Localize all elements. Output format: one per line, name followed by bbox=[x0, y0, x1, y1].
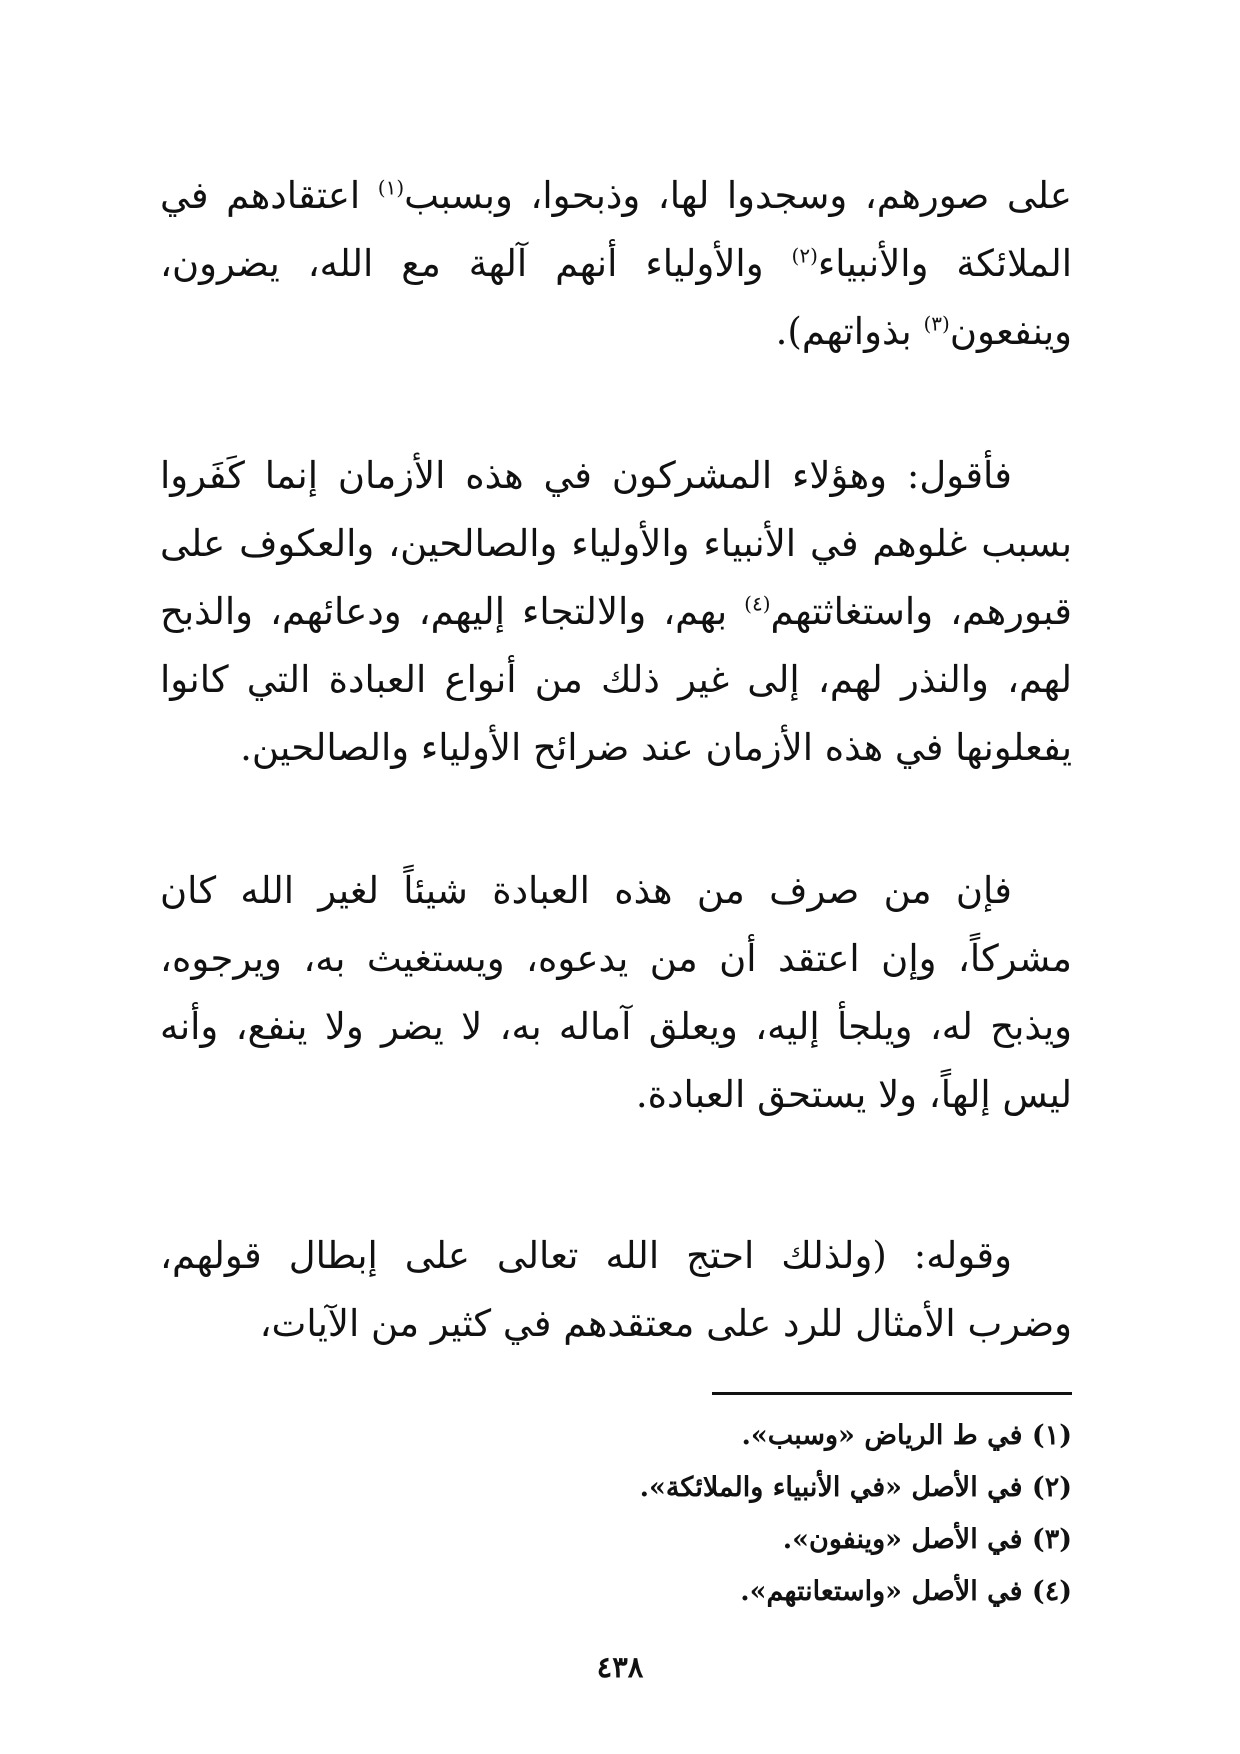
paragraph bbox=[160, 442, 1072, 782]
text-run: اعتقادهم في الملائكة والأنبياء bbox=[160, 174, 1072, 285]
body-text-block-4 bbox=[160, 1222, 1072, 1358]
footnote-3: (٣) في الأصل «وينفون». bbox=[782, 1524, 1072, 1555]
text-run: على صورهم، وسجدوا لها، وذبحوا، وبسبب bbox=[404, 174, 1072, 217]
text-run: والأولياء أنهم آلهة مع الله، يضرون، وينفعون bbox=[160, 242, 1072, 353]
footnote-4: (٤) في الأصل «واستعانتهم». bbox=[740, 1576, 1072, 1607]
text-run: فأقول: وهؤلاء المشركون في هذه الأزمان إنما كَفَروا بسبب غلوهم في الأنبياء والأولياء والصالحين، والعكوف على قبورهم، واستغاثتهم bbox=[160, 454, 1072, 633]
footnote-marker-3: (٣) bbox=[923, 311, 950, 336]
body-text-block-2 bbox=[160, 442, 1072, 782]
text-run: بهم، والالتجاء إليهم، ودعائهم، والذبح لهم، والنذر لهم، إلى غير ذلك من أنواع العبادة التي كانوا يفعلونها في هذه الأزمان عند ضرائح الأولياء والصالحين. bbox=[160, 590, 1072, 769]
paragraph: فإن من صرف من هذه العبادة شيئاً لغير الله كان مشركاً، وإن اعتقد أن من يدعوه، ويستغيث به، ويرجوه، ويذبح له، ويلجأ إليه، ويعلق آماله به، لا يضر ولا ينفع، وأنه ليس إلهاً، ولا يستحق العبادة. bbox=[160, 869, 1072, 1116]
body-text-block-3 bbox=[160, 857, 1072, 1129]
footnote-separator bbox=[712, 1392, 1072, 1395]
footnote-1: (١) في ط الرياض «وسبب». bbox=[741, 1420, 1072, 1451]
paragraph bbox=[160, 162, 1072, 366]
footnotes bbox=[160, 1410, 1072, 1618]
body-text-block-1 bbox=[160, 162, 1072, 366]
text-run: بذواتهم). bbox=[775, 310, 924, 353]
footnote-marker-2: (٢) bbox=[791, 243, 818, 268]
footnote-marker-4: (٤) bbox=[744, 591, 771, 616]
footnote-marker-1: (١) bbox=[377, 175, 405, 200]
footnote-2: (٢) في الأصل «في الأنبياء والملائكة». bbox=[639, 1472, 1072, 1503]
page-number: ٤٣٨ bbox=[596, 1650, 644, 1684]
paragraph: وقوله: (ولذلك احتج الله تعالى على إبطال قولهم، وضرب الأمثال للرد على معتقدهم في كثير من الآيات، bbox=[160, 1234, 1072, 1345]
